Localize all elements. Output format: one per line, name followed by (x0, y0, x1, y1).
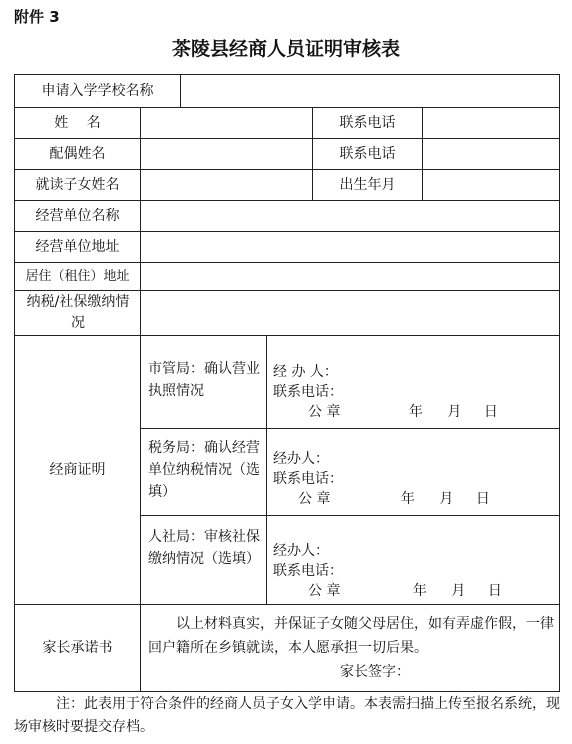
dept-3-handler-label: 经办人： (273, 543, 329, 559)
phone-field-2[interactable] (423, 139, 559, 169)
company-address-field[interactable] (141, 232, 559, 262)
dept-3-seal-line (273, 581, 557, 601)
dept-1-handler-label: 经 办 人： (273, 364, 338, 380)
dept-2-month-label: 月 (439, 491, 454, 507)
dept-2-seal-label: 公 章 (298, 491, 331, 507)
birth-label: 出生年月 (339, 177, 396, 193)
dept-1-seal-line (273, 402, 557, 422)
dept-2-sign-block (273, 449, 557, 509)
tax-label: 纳税/社保缴纳情况 (26, 294, 130, 331)
pledge-block (148, 612, 560, 684)
dept-3-month-label: 月 (451, 583, 466, 599)
dept-1-year-label: 年 (408, 404, 423, 420)
child-label: 就读子女姓名 (35, 177, 120, 193)
attachment-number: 附件 3 (14, 8, 60, 26)
dept-1-day-label: 日 (483, 404, 498, 420)
dept-2-year-label: 年 (400, 491, 415, 507)
school-field[interactable] (181, 75, 559, 107)
spouse-label: 配偶姓名 (49, 146, 106, 162)
dept-2-seal-line (273, 489, 557, 509)
phone-label-1: 联系电话 (339, 115, 396, 131)
name-label: 姓 名 (54, 115, 101, 131)
footnote: 注：此表用于符合条件的经商人员子女入学申请。本表需扫描上传至报名系统，现场审核时要提交存档。 (14, 696, 560, 735)
dept-social-security: 人社局：审核社保缴纳情况（选填） (148, 529, 260, 567)
pledge-label: 家长承诺书 (42, 640, 113, 656)
residence-label: 居住（租住）地址 (25, 268, 130, 284)
company-field[interactable] (141, 201, 559, 231)
dept-tax-bureau: 税务局：确认经营单位纳税情况（选填） (148, 440, 260, 500)
company-address-label: 经营单位地址 (35, 239, 120, 255)
certification-label: 经商证明 (49, 462, 106, 478)
dept-2-day-label: 日 (475, 491, 490, 507)
dept-3-year-label: 年 (412, 583, 427, 599)
phone-label-2: 联系电话 (339, 146, 396, 162)
name-field[interactable] (141, 108, 312, 138)
phone-field-1[interactable] (423, 108, 559, 138)
dept-market-regulation: 市管局：确认营业执照情况 (148, 361, 260, 399)
spouse-field[interactable] (141, 139, 312, 169)
dept-3-day-label: 日 (487, 583, 502, 599)
school-label: 申请入学学校名称 (41, 83, 154, 99)
dept-1-sign-block (273, 362, 557, 422)
dept-1-month-label: 月 (447, 404, 462, 420)
dept-2-phone-label: 联系电话： (273, 471, 343, 487)
child-field[interactable] (141, 170, 312, 200)
dept-2-handler-label: 经办人： (273, 451, 329, 467)
dept-1-phone-label: 联系电话： (273, 384, 343, 400)
residence-field[interactable] (141, 263, 559, 290)
parent-signature-label: 家长签字： (340, 664, 410, 680)
birth-field[interactable] (423, 170, 559, 200)
dept-1-seal-label: 公 章 (308, 404, 341, 420)
company-label: 经营单位名称 (35, 208, 120, 224)
dept-3-sign-block (273, 541, 557, 601)
form-title: 茶陵县经商人员证明审核表 (171, 38, 400, 60)
tax-field[interactable] (141, 291, 559, 335)
dept-3-seal-label: 公 章 (308, 583, 341, 599)
dept-3-phone-label: 联系电话： (273, 563, 343, 579)
pledge-text: 以上材料真实，并保证子女随父母居住，如有弄虚作假，一律回户籍所在乡镇就读，本人愿承担一切后果。 (148, 616, 554, 656)
